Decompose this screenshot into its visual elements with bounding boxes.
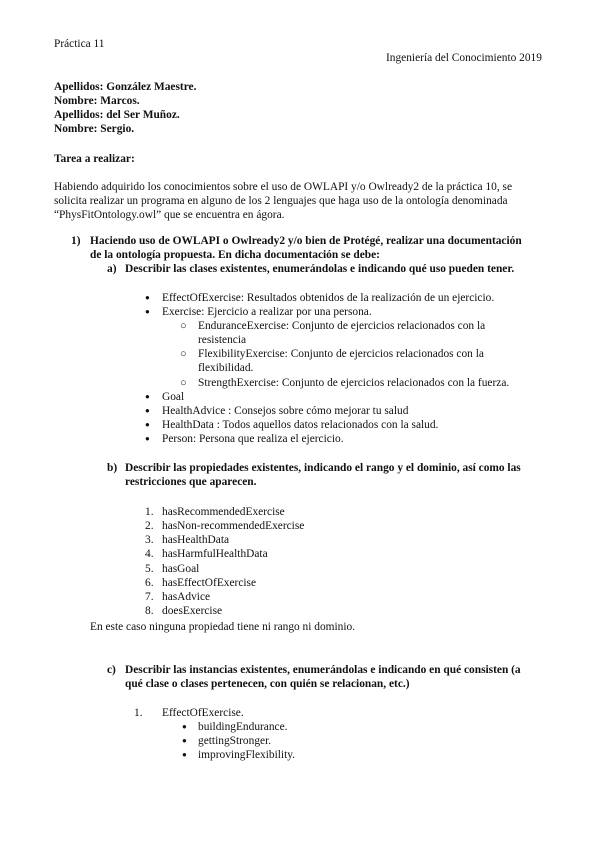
header-left: Práctica 11 [54, 38, 105, 50]
class-item: Goal [162, 391, 185, 403]
bullet-icon [145, 291, 150, 306]
item-text: restricciones que aparecen. [125, 476, 257, 488]
list-number: 8. [145, 605, 154, 617]
bullet-icon [182, 720, 187, 735]
list-number: 1. [134, 707, 143, 719]
subclass-item-cont: flexibilidad. [198, 362, 254, 374]
author-line: Nombre: Marcos. [54, 95, 140, 107]
class-item: HealthAdvice : Consejos sobre cómo mejorar tu salud [162, 405, 409, 417]
intro-line: “PhysFitOntology.owl” que se encuentra en ágora. [54, 209, 285, 221]
task-heading: Tarea a realizar: [54, 153, 135, 165]
bullet-icon [182, 734, 187, 749]
bullet-icon [145, 432, 150, 447]
item-label: b) [107, 462, 118, 474]
property-item: hasAdvice [162, 591, 211, 603]
bullet-icon [145, 305, 150, 320]
property-item: doesExercise [162, 605, 223, 617]
list-number: 4. [145, 548, 154, 560]
subclass-item: FlexibilityExercise: Conjunto de ejercicios relacionados con la [198, 348, 484, 360]
author-line: Nombre: Sergio. [54, 123, 135, 135]
class-item: Exercise: Ejercicio a realizar por una persona. [162, 306, 372, 318]
bullet-icon [182, 748, 187, 763]
subclass-item-cont: resistencia [198, 334, 247, 346]
property-item: hasRecommendedExercise [162, 506, 285, 518]
author-line: Apellidos: del Ser Muñoz. [54, 109, 180, 121]
item-text: Describir las clases existentes, enumerándolas e indicando qué uso pueden tener. [125, 263, 515, 275]
property-item: hasNon-recommendedExercise [162, 520, 305, 532]
author-line: Apellidos: González Maestre. [54, 81, 197, 93]
instance-item: improvingFlexibility. [198, 749, 296, 761]
instance-class: EffectOfExercise. [162, 707, 244, 719]
circle-bullet-icon [180, 347, 187, 361]
item-label: a) [107, 263, 117, 275]
list-number: 1. [145, 506, 154, 518]
properties-note: En este caso ninguna propiedad tiene ni rango ni dominio. [90, 621, 356, 633]
item-text: qué clase o clases pertenecen, con quién se relacionan, etc.) [125, 678, 410, 690]
bullet-icon [145, 390, 150, 405]
intro-line: Habiendo adquirido los conocimientos sobre el uso de OWLAPI y/o Owlready2 de la práctica 10, se [54, 181, 513, 193]
bullet-icon [145, 418, 150, 433]
property-item: hasEffectOfExercise [162, 577, 257, 589]
class-item: HealthData : Todos aquellos datos relacionados con la salud. [162, 419, 439, 431]
section-number: 1) [71, 235, 81, 247]
list-number: 6. [145, 577, 154, 589]
class-item: Person: Persona que realiza el ejercicio. [162, 433, 344, 445]
section-line: Haciendo uso de OWLAPI o Owlready2 y/o bien de Protégé, realizar una documentación [90, 235, 522, 247]
section-line: de la ontología propuesta. En dicha documentación se debe: [90, 249, 380, 261]
circle-bullet-icon [180, 319, 187, 333]
list-number: 5. [145, 563, 154, 575]
item-text: Describir las instancias existentes, enumerándolas e indicando en qué consisten (a [125, 664, 521, 676]
subclass-item: StrengthExercise: Conjunto de ejercicios relacionados con la fuerza. [198, 377, 510, 389]
circle-bullet-icon [180, 376, 187, 390]
intro-line: solicita realizar un programa en alguno de los 2 lenguajes que haga uso de la ontología denominada [54, 195, 508, 207]
list-number: 2. [145, 520, 154, 532]
bullet-icon [145, 404, 150, 419]
list-number: 7. [145, 591, 154, 603]
instance-item: buildingEndurance. [198, 721, 288, 733]
header-right: Ingeniería del Conocimiento 2019 [386, 52, 542, 64]
instance-item: gettingStronger. [198, 735, 272, 747]
property-item: hasGoal [162, 563, 200, 575]
item-label: c) [107, 664, 116, 676]
property-item: hasHealthData [162, 534, 230, 546]
item-text: Describir las propiedades existentes, indicando el rango y el dominio, así como las [125, 462, 521, 474]
class-item: EffectOfExercise: Resultados obtenidos de la realización de un ejercicio. [162, 292, 495, 304]
list-number: 3. [145, 534, 154, 546]
property-item: hasHarmfulHealthData [162, 548, 268, 560]
subclass-item: EnduranceExercise: Conjunto de ejercicios relacionados con la [198, 320, 486, 332]
